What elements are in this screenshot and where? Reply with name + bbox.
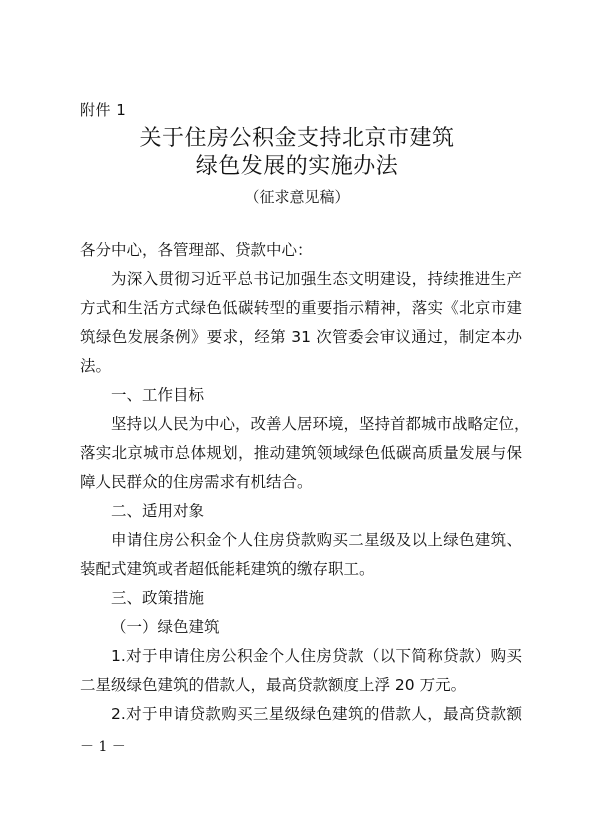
draft-subtitle: （征求意见稿） xyxy=(244,188,350,206)
subsection-heading-green-building: （一）绿色建筑 xyxy=(111,618,220,636)
intro-line: 筑绿色发展条例》要求，经第 31 次管委会审议通过，制定本办 xyxy=(80,328,522,346)
intro-line: 方式和生活方式绿色低碳转型的重要指示精神，落实《北京市建 xyxy=(80,299,522,317)
section-heading-measures: 三、政策措施 xyxy=(111,589,205,607)
section-heading-goals: 一、工作目标 xyxy=(111,386,205,404)
document-title-line-2: 绿色发展的实施办法 xyxy=(195,154,399,179)
section1-body-line: 落实北京城市总体规划，推动建筑领域绿色低碳高质量发展与保 xyxy=(80,444,522,462)
addressee: 各分中心，各管理部、贷款中心： xyxy=(80,241,313,259)
item1-line: 二星级绿色建筑的借款人，最高贷款额度上浮 20 万元。 xyxy=(80,676,467,694)
document-title-line-1: 关于住房公积金支持北京市建筑 xyxy=(139,126,455,151)
intro-line: 法。 xyxy=(80,357,112,375)
section2-body-line: 申请住房公积金个人住房贷款购买二星级及以上绿色建筑、 xyxy=(111,531,522,549)
page-number: － 1 － xyxy=(80,739,126,755)
section2-body-line: 装配式建筑或者超低能耗建筑的缴存职工。 xyxy=(80,560,375,578)
section-heading-scope: 二、适用对象 xyxy=(111,502,205,520)
section1-body-line: 坚持以人民为中心，改善人居环境，坚持首都城市战略定位， xyxy=(111,415,530,433)
item1-line: 1.对于申请住房公积金个人住房贷款（以下简称贷款）购买 xyxy=(111,647,522,665)
intro-line: 为深入贯彻习近平总书记加强生态文明建设，持续推进生产 xyxy=(111,270,522,288)
section1-body-line: 障人民群众的住房需求有机结合。 xyxy=(80,473,313,491)
attachment-label: 附件 1 xyxy=(80,101,127,119)
item2-line: 2.对于申请贷款购买三星级绿色建筑的借款人，最高贷款额 xyxy=(111,705,522,723)
